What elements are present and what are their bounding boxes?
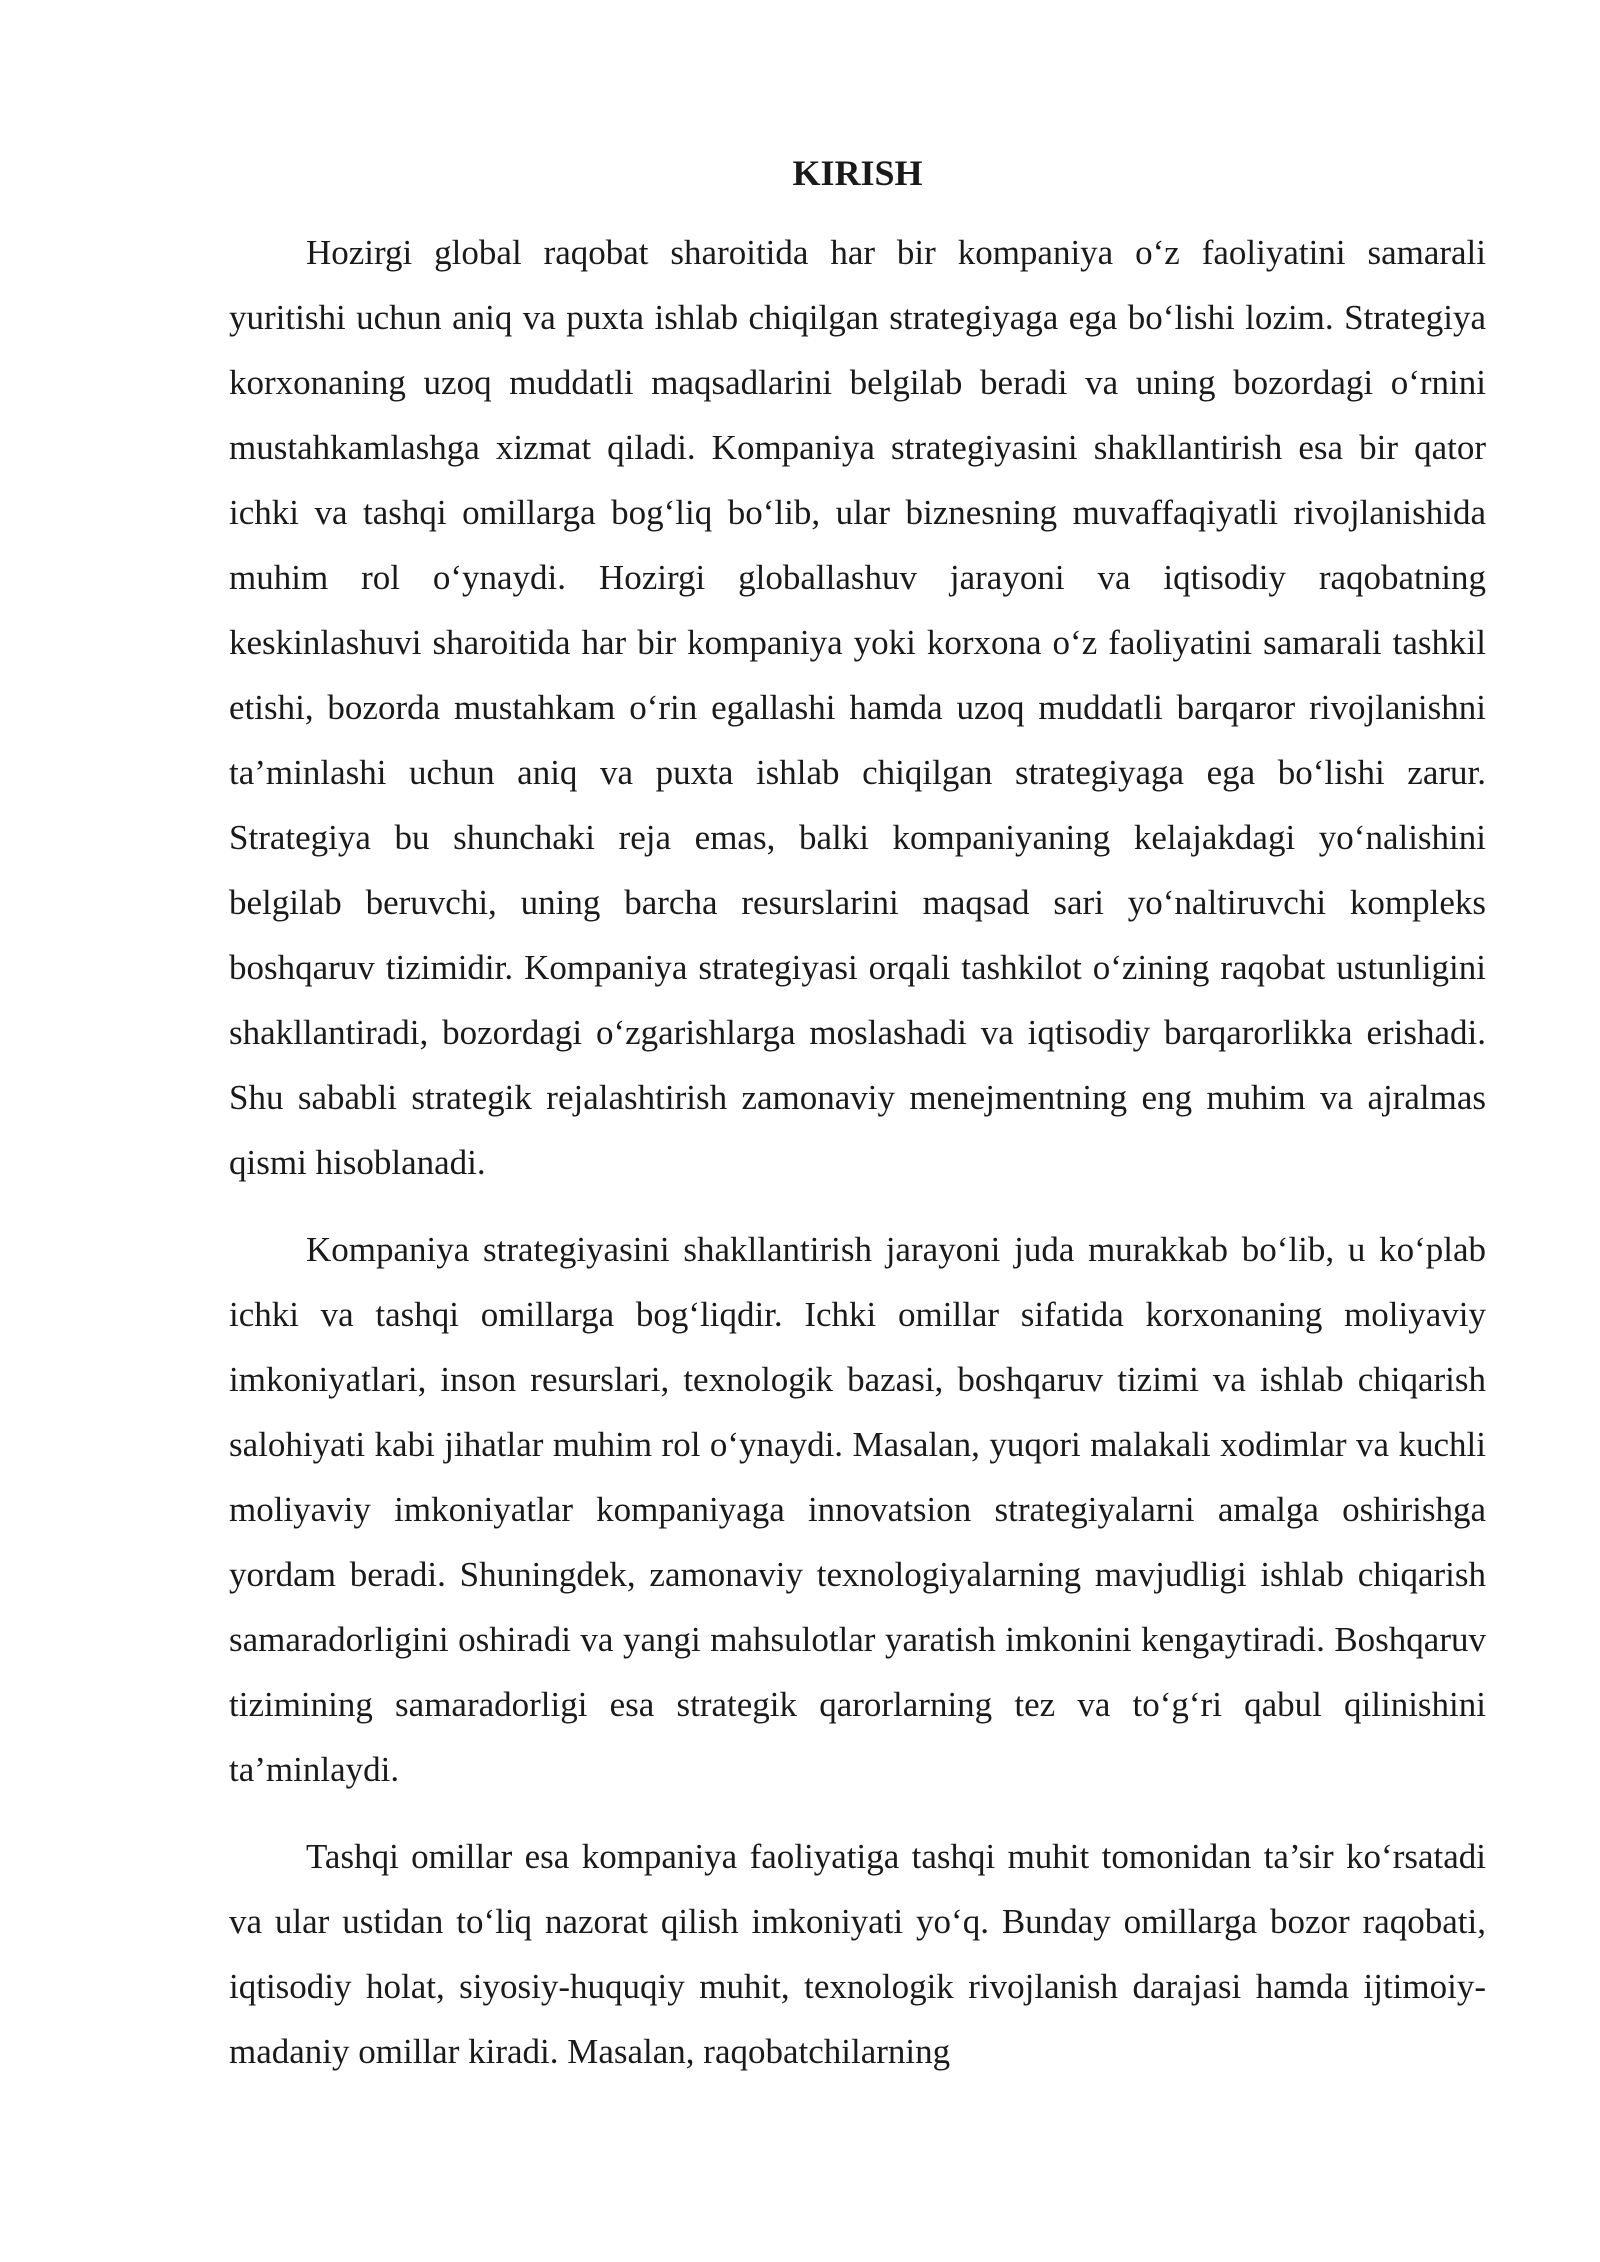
document-body xyxy=(229,148,1486,2106)
paragraph-2: Kompaniya strategiyasini shakllantirish jarayoni juda murakkab bo‘lib, u ko‘plab ichki va tashqi omillarga bog‘liqdir. Ichki omillar sifatida korxonaning moliyaviy imkoniyatlari, inson resurslari, texnologik bazasi, boshqaruv tizimi va ishlab chiqarish salohiyati kabi jihatlar muhim rol o‘ynaydi. Masalan, yuqori malakali xodimlar va kuchli moliyaviy imkoniyatlar kompaniyaga innovatsion strategiyalarni amalga oshirishga yordam beradi. Shuningdek, zamonaviy texnologiyalarning mavjudligi ishlab chiqarish samaradorligini oshiradi va yangi mahsulotlar yaratish imkonini kengaytiradi. Boshqaruv tizimining samaradorligi esa strategik qarorlarning tez va to‘g‘ri qabul qilinishini ta’minlaydi. xyxy=(229,1230,1486,1789)
paragraph-3: Tashqi omillar esa kompaniya faoliyatiga tashqi muhit tomonidan ta’sir ko‘rsatadi va ular ustidan to‘liq nazorat qilish imkoniyati yo‘q. Bunday omillarga bozor raqobati, iqtisodiy holat, siyosiy-huquqiy muhit, texnologik rivojlanish darajasi hamda ijtimoiy-madaniy omillar kiradi. Masalan, raqobatchilarning xyxy=(229,1837,1486,2071)
paragraph-1: Hozirgi global raqobat sharoitida har bir kompaniya o‘z faoliyatini samarali yuritishi uchun aniq va puxta ishlab chiqilgan strategiyaga ega bo‘lishi lozim. Strategiya korxonaning uzoq muddatli maqsadlarini belgilab beradi va uning bozordagi o‘rnini mustahkamlashga xizmat qiladi. Kompaniya strategiyasini shakllantirish esa bir qator ichki va tashqi omillarga bog‘liq bo‘lib, ular biznesning muvaffaqiyatli rivojlanishida muhim rol o‘ynaydi. Hozirgi globallashuv jarayoni va iqtisodiy raqobatning keskinlashuvi sharoitida har bir kompaniya yoki korxona o‘z faoliyatini samarali tashkil etishi, bozorda mustahkam o‘rin egallashi hamda uzoq muddatli barqaror rivojlanishni ta’minlashi uchun aniq va puxta ishlab chiqilgan strategiyaga ega bo‘lishi zarur. Strategiya bu shunchaki reja emas, balki kompaniyaning kelajakdagi yo‘nalishini belgilab beruvchi, uning barcha resurslarini maqsad sari yo‘naltiruvchi kompleks boshqaruv tizimidir. Kompaniya strategiyasi orqali tashkilot o‘zining raqobat ustunligini shakllantiradi, bozordagi o‘zgarishlarga moslashadi va iqtisodiy barqarorlikka erishadi. Shu sababli strategik rejalashtirish zamonaviy menejmentning eng muhim va ajralmas qismi hisoblanadi. xyxy=(229,233,1486,1182)
page-title: KIRISH xyxy=(792,153,923,193)
